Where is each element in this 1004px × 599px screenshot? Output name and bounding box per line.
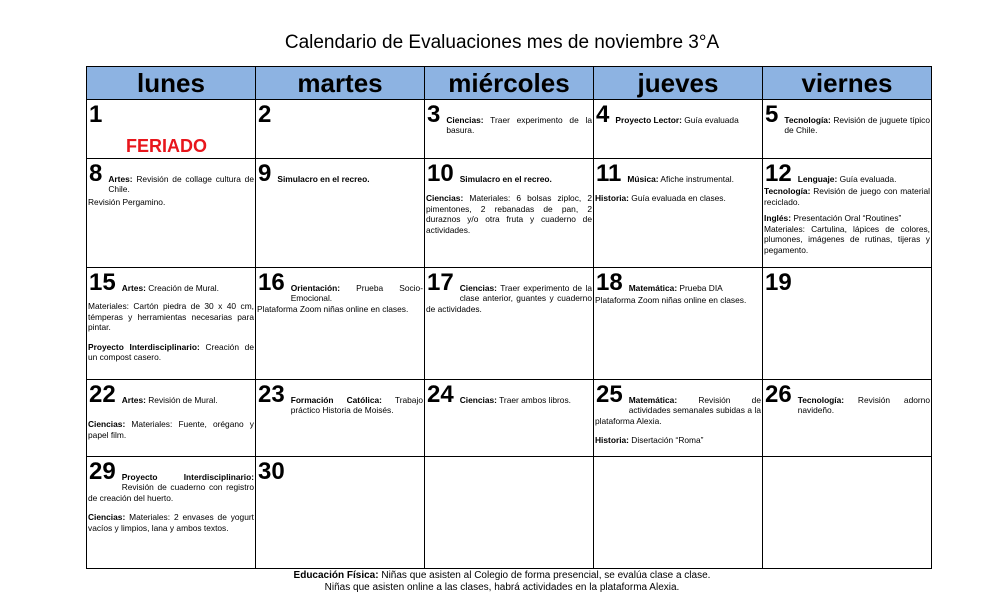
- day-cell-8: [87, 159, 256, 268]
- evaluation-text: Traer experimento de la clase anterior, guantes y cuaderno de actividades.: [426, 283, 592, 314]
- day-number: 23: [258, 381, 285, 408]
- evaluation-text: Disertación “Roma”: [628, 435, 704, 446]
- evaluation-text: Revisión de Mural.: [145, 395, 218, 405]
- subject-label: Artes:: [121, 395, 146, 405]
- day-number: 24: [427, 381, 454, 408]
- day-cell-25: [594, 380, 763, 457]
- day-number: 22: [89, 381, 116, 408]
- weekday-header-lunes: lunes: [87, 67, 256, 100]
- evaluation-note: Revisión Pergamino.: [88, 196, 166, 207]
- evaluation-entry: [426, 103, 592, 136]
- day-cell-26: [763, 380, 932, 457]
- day-number: 3: [427, 101, 441, 128]
- day-cell-17: [425, 268, 594, 380]
- evaluation-entry: [426, 193, 592, 235]
- day-number: 4: [596, 101, 610, 128]
- day-number: 25: [596, 381, 623, 408]
- weekday-header-jueves: jueves: [594, 67, 763, 100]
- evaluation-text: Presentación Oral “Routines”: [791, 213, 902, 224]
- week-row: [87, 380, 932, 457]
- day-number: 11: [596, 160, 622, 187]
- evaluation-entry: [88, 419, 254, 440]
- day-number: 17: [427, 269, 454, 296]
- evaluation-text: Prueba Socio-Emocional.: [290, 283, 423, 304]
- evaluation-entry: [764, 103, 930, 136]
- subject-label: Historia:: [595, 193, 629, 204]
- evaluation-entry: [764, 213, 930, 223]
- subject-label: Ciencias:: [88, 512, 126, 523]
- subject-label: Tecnología:: [764, 186, 811, 197]
- day-number: 9: [258, 160, 272, 187]
- evaluation-text: Prueba DIA: [677, 283, 723, 293]
- subject-label: Historia:: [595, 435, 629, 446]
- evaluation-text: Trabajo práctico Historia de Moisés.: [290, 395, 423, 416]
- footer-line-1: [0, 570, 1004, 582]
- subject-label: Tecnología:: [797, 395, 845, 405]
- subject-label: Ciencias:: [88, 419, 126, 430]
- weekday-header-martes: martes: [256, 67, 425, 100]
- day-number: 30: [258, 458, 285, 485]
- day-number: 18: [596, 269, 623, 296]
- evaluation-note: Plataforma Zoom niñas online en clases.: [595, 295, 747, 305]
- evaluation-text: Creación de Mural.: [145, 283, 219, 293]
- day-cell-4: [594, 100, 763, 159]
- evaluation-text: Revisión adorno navideño.: [797, 395, 930, 416]
- day-cell-11: [594, 159, 763, 268]
- evaluation-text: Revisión de juguete típico de Chile.: [784, 115, 930, 136]
- subject-label: Tecnología:: [784, 115, 831, 125]
- day-number: 1: [89, 101, 103, 128]
- evaluation-note: Plataforma Zoom niñas online en clases.: [257, 303, 409, 314]
- evaluation-text: Guía evaluada: [681, 115, 739, 125]
- day-cell-29: [87, 457, 256, 569]
- evaluation-entry: [257, 160, 423, 187]
- day-cell-12: [763, 159, 932, 268]
- week-row: [87, 268, 932, 380]
- subject-label: Artes:: [121, 283, 146, 293]
- subject-label: Proyecto Interdisciplinario:: [121, 472, 254, 482]
- weekday-header-miercoles: miércoles: [425, 67, 594, 100]
- evaluation-materials: Materiales: Cartulina, lápices de colores, plumones, imágenes de rutinas, tijeras y pegamento.: [764, 223, 930, 255]
- empty-cell: [425, 457, 594, 569]
- day-cell-24: [425, 380, 594, 457]
- evaluation-text: Revisión de actividades semanales subidas a la plataforma Alexia.: [595, 395, 761, 426]
- evaluation-entry: [595, 193, 761, 203]
- evaluation-calendar: [86, 66, 932, 569]
- day-cell-19: [763, 268, 932, 380]
- day-cell-22: [87, 380, 256, 457]
- footer-line-2: Niñas que asisten online a las clases, habrá actividades en la plataforma Alexia.: [324, 582, 680, 593]
- subject-label: Lenguaje:: [797, 174, 838, 184]
- evaluation-text: Guía evaluada en clases.: [628, 193, 726, 204]
- day-number: 19: [765, 269, 792, 296]
- evaluation-text: Afiche instrumental.: [658, 174, 734, 184]
- evaluation-entry: [88, 342, 254, 363]
- calendar-title: Calendario de Evaluaciones mes de noviembre 3°A: [284, 32, 720, 53]
- day-cell-15: [87, 268, 256, 380]
- day-cell-3: [425, 100, 594, 159]
- day-number: 10: [427, 160, 454, 187]
- subject-label: Ciencias:: [426, 193, 464, 204]
- subject-label: Formación Católica:: [290, 395, 382, 405]
- evaluation-text: Traer ambos libros.: [496, 395, 571, 405]
- subject-label: Inglés:: [764, 213, 791, 224]
- day-cell-16: [256, 268, 425, 380]
- evaluation-text: Revisión de collage cultura de Chile.: [108, 174, 254, 195]
- day-cell-30: [256, 457, 425, 569]
- evaluation-text: Revisión de cuaderno con registro de creación del huerto.: [88, 482, 254, 503]
- week-row: [87, 457, 932, 569]
- subject-label: Artes:: [108, 174, 133, 184]
- day-number: 2: [258, 101, 272, 128]
- subject-label: Ciencias:: [459, 395, 497, 405]
- subject-label: Proyecto Lector:: [615, 115, 682, 125]
- day-cell-10: [425, 159, 594, 268]
- evaluation-entry: [764, 186, 930, 207]
- week-row: [87, 100, 932, 159]
- evaluation-entry: [595, 101, 761, 128]
- day-cell-23: [256, 380, 425, 457]
- evaluation-text: Traer experimento de la basura.: [446, 115, 592, 136]
- day-number: 8: [89, 160, 103, 187]
- evaluation-title: Simulacro en el recreo.: [277, 174, 370, 184]
- evaluation-text: Revisión de juego con material reciclado.: [764, 186, 930, 207]
- day-cell-9: [256, 159, 425, 268]
- footer-text: Niñas que asisten al Colegio de forma presencial, se evalúa clase a clase.: [378, 570, 711, 581]
- day-number: 15: [89, 269, 116, 296]
- evaluation-entry: [88, 512, 254, 533]
- holiday-label: FERIADO: [126, 136, 207, 156]
- day-number: 26: [765, 381, 792, 408]
- day-cell-5: [763, 100, 932, 159]
- weekday-header-viernes: viernes: [763, 67, 932, 100]
- subject-label: Orientación:: [290, 283, 341, 293]
- evaluation-text: Materiales: 6 bolsas ziploc, 2 pimentones, 2 rebanadas de pan, 2 duraznos y/o otra fruta y cuaderno de actividades.: [426, 193, 592, 235]
- subject-label: Ciencias:: [446, 115, 484, 125]
- day-cell-2: [256, 100, 425, 159]
- evaluation-title: Simulacro en el recreo.: [459, 174, 552, 184]
- empty-cell: [763, 457, 932, 569]
- subject-label: Proyecto Interdisciplinario:: [88, 341, 200, 352]
- evaluation-entry: [595, 435, 761, 445]
- subject-label: Matemática:: [628, 395, 678, 405]
- day-cell-18: [594, 268, 763, 380]
- evaluation-text: Creación de un compost casero.: [88, 341, 254, 363]
- evaluation-text: Guía evaluada.: [837, 174, 897, 184]
- weekday-header-row: [87, 67, 932, 100]
- evaluation-text: Materiales: Fuente, orégano y papel film.: [88, 419, 254, 440]
- physical-education-note: [0, 570, 1004, 594]
- subject-label: Ciencias:: [459, 283, 497, 293]
- subject-label: Música:: [627, 174, 659, 184]
- empty-cell: [594, 457, 763, 569]
- subject-label: Matemática:: [628, 283, 678, 293]
- evaluation-entry: [88, 162, 254, 195]
- day-number: 29: [89, 458, 116, 485]
- evaluation-materials: Materiales: Cartón piedra de 30 x 40 cm, témperas y herramientas necesarias para pintar.: [88, 301, 254, 333]
- day-number: 12: [765, 160, 792, 187]
- evaluation-text: Materiales: 2 envases de yogurt vacíos y limpios, lana y ambos textos.: [88, 512, 254, 533]
- footer-label: Educación Física:: [293, 570, 379, 581]
- day-cell-1: [87, 100, 256, 159]
- week-row: [87, 159, 932, 268]
- day-number: 5: [765, 101, 779, 128]
- day-number: 16: [258, 269, 285, 296]
